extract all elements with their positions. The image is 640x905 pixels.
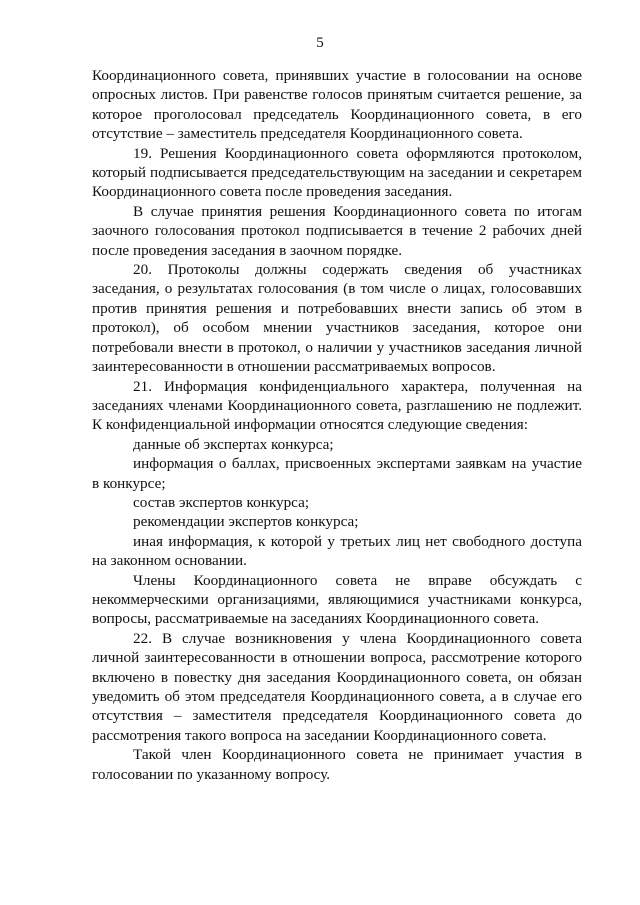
list-item-other-information: иная информация, к которой у третьих лиц нет свободного доступа на законном основании.	[92, 532, 582, 570]
list-item-experts-data: данные об экспертах конкурса;	[133, 435, 334, 453]
page-number: 5	[316, 35, 324, 51]
paragraph-19: 19. Решения Координационного совета оформляются протоколом, который подписывается председательствующим на заседании и секретарем Координационного совета после проведения заседания.	[92, 144, 582, 201]
paragraph-members-restriction: Члены Координационного совета не вправе обсуждать с некоммерческими организациями, являющимися участниками конкурса, вопросы, рассматриваемые на заседаниях Координационного совета.	[92, 571, 582, 628]
document-body	[92, 66, 582, 784]
paragraph-20: 20. Протоколы должны содержать сведения об участниках заседания, о результатах голосования (в том числе о лицах, голосовавших против принятия решения и потребовавших внести запись об этом в протокол), об особом мнении участников заседания, которое они потребовали внести в протокол, о наличии у участников заседания личной заинтересованности в отношении рассматриваемых вопросов.	[92, 261, 582, 376]
paragraph-21: 21. Информация конфиденциального характера, полученная на заседаниях членами Координационного совета, разглашению не подлежит. К конфиденциальной информации относятся следующие сведения:	[92, 377, 582, 434]
paragraph-22-voting: Такой член Координационного совета не принимает участия в голосовании по указанному вопросу.	[92, 746, 582, 783]
paragraph-19-absentee: В случае принятия решения Координационного совета по итогам заочного голосования протокол подписывается в течение 2 рабочих дней после проведения заседания в заочном порядке.	[92, 202, 582, 259]
list-item-recommendations: рекомендации экспертов конкурса;	[133, 513, 359, 531]
list-item-experts-composition: состав экспертов конкурса;	[133, 493, 310, 511]
list-item-scores: информация о баллах, присвоенных экспертами заявкам на участие в конкурсе;	[92, 455, 582, 492]
paragraph-22: 22. В случае возникновения у члена Координационного совета личной заинтересованности в отношении вопроса, рассмотрение которого включено в повестку дня заседания Координационного совета, он обязан уведомить об этом председателя Координационного совета, а в случае его отсутствия – заместителя председателя Координационного совета до рассмотрения такого вопроса на заседании Координационного совета.	[92, 629, 582, 744]
paragraph-continuation: Координационного совета, принявших участие в голосовании на основе опросных листов. При равенстве голосов принятым считается решение, за которое проголосовал председатель Координационного совета, в его отсутствие – заместитель председателя Координационного совета.	[92, 67, 582, 143]
